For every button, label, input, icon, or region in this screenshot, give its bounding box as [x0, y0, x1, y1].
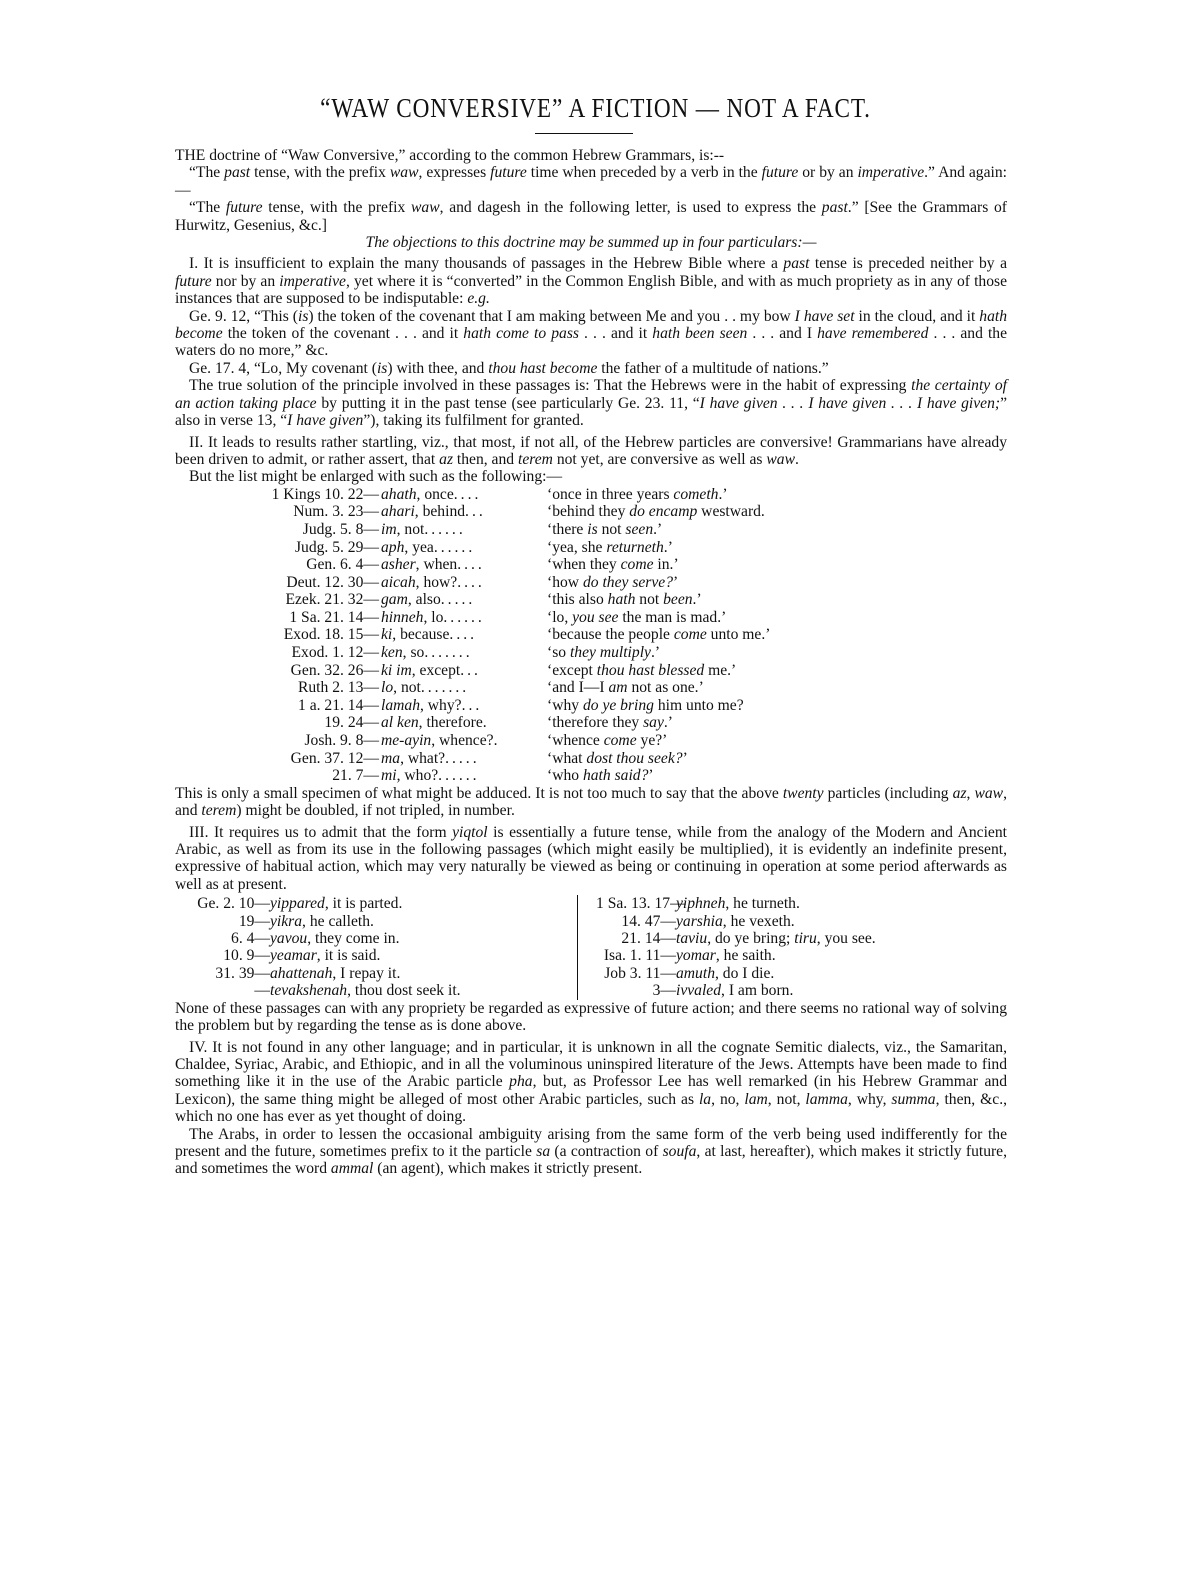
arabs-paragraph: The Arabs, in order to lessen the occasional ambiguity arising from the same form of the verb being used indifferently for the present and the future, sometimes prefix to it the particle sa (a contraction of soufa, at last, hereafter), which makes it strictly future, and sometimes the word ammal (an agent), which makes it strictly present.	[175, 1125, 1008, 1178]
particle-word: lo, not.......	[381, 679, 470, 697]
particle-reference: Judg. 5. 29—	[294, 538, 379, 556]
particle-word: aph, yea......	[381, 538, 476, 556]
particles-table	[259, 486, 770, 785]
yiqtol-example: Ge. 2. 10—yippared, it is parted.	[197, 895, 403, 913]
particle-translation: ‘whence come ye?’	[547, 732, 668, 750]
section-1-paragraph: I. It is insufficient to explain the many thousands of passages in the Hebrew Bible where a past tense is preceded neither by a future nor by an imperative, yet where it is “converted” in the Common English Bible, and with as much propriety as in any of those instances that are supposed to be indisputable: e.g.	[175, 255, 1007, 308]
particle-row	[259, 732, 770, 750]
particle-row	[259, 662, 770, 680]
particle-row	[259, 574, 770, 592]
particle-row	[259, 609, 770, 627]
yiqtol-example: 14. 47—yarshia, he vexeth.	[621, 912, 795, 930]
yiqtol-example: Isa. 1. 11—yomar, he saith.	[603, 947, 776, 965]
particle-row	[259, 486, 770, 504]
after-list-paragraph: This is only a small specimen of what might be adduced. It is not too much to say that the above twenty particles (including az, waw, and terem) might be doubled, if not tripled, in number.	[175, 784, 1007, 820]
list-intro: But the list might be enlarged with such as the following:—	[189, 468, 563, 486]
particle-word: mi, who?......	[381, 767, 480, 785]
section-2-paragraph: II. It leads to results rather startling, viz., that most, if not all, of the Hebrew particles are conversive! Grammarians have already been driven to admit, or rather assert, that az then, and terem not yet, are conversive as well as waw.	[175, 433, 1007, 468]
after-examples-paragraph: None of these passages can with any propriety be regarded as expressive of future action; and there seems no rational way of solving the problem but by regarding the tense as is done above.	[175, 999, 1007, 1035]
particle-translation: ‘who hath said?’	[547, 767, 654, 785]
yiqtol-example: 10. 9—yeamar, it is said.	[223, 947, 381, 965]
particle-reference: Gen. 37. 12—	[290, 749, 379, 767]
true-solution-paragraph: The true solution of the principle involved in these passages is: That the Hebrews were in the habit of expressing the certainty of an action taking place by putting it in the past tense (see particularly Ge. 23. 11, “I have given . . . I have given . . . I have given;” also in verse 13, “I have given”), taking its fulfilment for granted.	[175, 377, 1008, 430]
yiqtol-example: 1 Sa. 13. 17—yiphneh, he turneth.	[596, 895, 800, 913]
particle-translation: ‘lo, you see the man is mad.’	[547, 608, 727, 626]
objections-heading: The objections to this doctrine may be summed up in four particulars:—	[365, 234, 817, 252]
particle-translation: ‘there is not seen.’	[547, 520, 663, 538]
particle-reference: Num. 3. 23—	[293, 503, 379, 521]
particle-row	[259, 697, 770, 715]
section-3-paragraph: III. It requires us to admit that the form yiqtol is essentially a future tense, while from the analogy of the Modern and Ancient Arabic, as well as from its use in the following passages (which might easily be multiplied), it is evidently an indefinite present, expressive of habitual action, which may very naturally be viewed as being or continuing in operation at some period afterwards as well as at present.	[175, 823, 1007, 893]
title-rule	[535, 133, 633, 134]
particle-row	[259, 679, 770, 697]
particle-row	[259, 644, 770, 662]
particle-translation: ‘so they multiply.’	[547, 644, 661, 662]
particle-reference: Exod. 1. 12—	[291, 644, 379, 662]
particle-reference: Ruth 2. 13—	[297, 679, 379, 697]
particle-row	[259, 714, 770, 732]
particle-translation: ‘yea, she returneth.’	[547, 538, 673, 556]
particle-word: ki im, except...	[381, 661, 481, 679]
yiqtol-example: 19—yikra, he calleth.	[238, 912, 374, 930]
genesis-17-example: Ge. 17. 4, “Lo, My covenant (is) with thee, and thou hast become the father of a multitude of nations.”	[189, 359, 829, 377]
particle-reference: Gen. 32. 26—	[290, 661, 379, 679]
particle-word: gam, also.....	[381, 591, 476, 609]
particle-word: ken, so.......	[381, 644, 473, 662]
yiqtol-example: 6. 4—yavou, they come in.	[231, 930, 400, 948]
particle-row	[259, 503, 770, 521]
yiqtol-example: —tevakshenah, thou dost seek it.	[254, 982, 461, 1000]
particle-row	[259, 521, 770, 539]
particle-word: ma, what?.....	[381, 749, 480, 767]
yiqtol-example: 31. 39—ahattenah, I repay it.	[215, 964, 401, 982]
particle-row	[259, 767, 770, 785]
particle-reference: Gen. 6. 4—	[306, 556, 379, 574]
particle-word: ahari, behind...	[381, 503, 486, 521]
yiqtol-example: 3—ivvaled, I am born.	[652, 982, 794, 1000]
particle-translation: ‘when they come in.’	[547, 556, 679, 574]
particle-translation: ‘once in three years cometh.’	[547, 485, 728, 503]
yiqtol-examples	[175, 895, 1007, 999]
particle-word: al ken, therefore.	[381, 714, 490, 732]
particle-translation: ‘therefore they say.’	[547, 714, 673, 732]
particle-word: ki, because....	[381, 626, 478, 644]
particle-reference: 1 Kings 10. 22—	[271, 485, 379, 503]
particle-word: asher, when....	[381, 556, 485, 574]
particle-translation: ‘because the people come unto me.’	[547, 626, 771, 644]
yiqtol-example: 21. 14—taviu, do ye bring; tiru, you see.	[621, 930, 876, 948]
yiqtol-examples-right	[577, 895, 876, 999]
document-body	[175, 147, 1007, 1178]
particle-word: hinneh, lo......	[381, 608, 485, 626]
particle-translation: ‘why do ye bring him unto me?	[547, 696, 744, 714]
yiqtol-example: Job 3. 11—amuth, do I die.	[604, 964, 775, 982]
particle-translation: ‘this also hath not been.’	[547, 591, 702, 609]
yiqtol-examples-left	[175, 895, 577, 999]
particle-reference: Judg. 5. 8—	[302, 520, 379, 538]
particle-row	[259, 539, 770, 557]
intro-line: THE doctrine of “Waw Conversive,” according to the common Hebrew Grammars, is:--	[175, 147, 725, 164]
particle-reference: 1 a. 21. 14—	[298, 696, 379, 714]
particle-word: me-ayin, whence?.	[381, 732, 501, 750]
particle-translation: ‘how do they serve?’	[547, 573, 679, 591]
particle-translation: ‘and I—I am not as one.’	[547, 679, 704, 697]
page-title: “WAW CONVERSIVE” A FICTION — NOT A FACT.	[320, 93, 871, 123]
particle-translation: ‘except thou hast blessed me.’	[547, 661, 737, 679]
genesis-9-example: Ge. 9. 12, “This (is) the token of the covenant that I am making between Me and you . . my bow I have set in the cloud, and it hath become the token of the covenant . . . and it hath come to pass . . . and it hath been seen . . . and I have remembered . . . and the waters do no more,” &c.	[175, 307, 1008, 360]
particle-word: lamah, why?...	[381, 696, 483, 714]
particle-word: im, not......	[381, 520, 466, 538]
particle-row	[259, 750, 770, 768]
grammar-quote-2: “The future tense, with the prefix waw, and dagesh in the following letter, is used to express the past.” [See the Grammars of Hurwitz, Gesenius, &c.]	[175, 199, 1007, 234]
particle-reference: 1 Sa. 21. 14—	[289, 608, 379, 626]
particle-row	[259, 626, 770, 644]
particle-reference: Ezek. 21. 32—	[285, 591, 379, 609]
particle-reference: Deut. 12. 30—	[286, 573, 379, 591]
particle-translation: ‘behind they do encamp westward.	[547, 503, 765, 521]
particle-translation: ‘what dost thou seek?’	[547, 749, 688, 767]
particle-reference: Exod. 18. 15—	[283, 626, 379, 644]
particle-reference: Josh. 9. 8—	[304, 732, 379, 750]
particle-word: ahath, once....	[381, 485, 482, 503]
particle-reference: 19. 24—	[324, 714, 379, 732]
grammar-quote-1: “The past tense, with the prefix waw, expresses future time when preceded by a verb in the future or by an imperative.” And again:—	[175, 164, 1007, 199]
particle-reference: 21. 7—	[332, 767, 379, 785]
particle-row	[259, 556, 770, 574]
particle-word: aicah, how?....	[381, 573, 485, 591]
particle-row	[259, 591, 770, 609]
section-4-paragraph: IV. It is not found in any other language; and in particular, it is unknown in all the cognate Semitic dialects, viz., the Samaritan, Chaldee, Syriac, Arabic, and Ethiopic, and in all the voluminous uninspired literature of the Jews. Attempts have been made to find something like it in the use of the Arabic particle pha, but, as Professor Lee has well remarked (in his Hebrew Grammar and Lexicon), the same thing might be alleged of most other Arabic particles, such as la, no, lam, not, lamma, why, summa, then, &c., which no one has ever as yet thought of doing.	[175, 1038, 1008, 1126]
